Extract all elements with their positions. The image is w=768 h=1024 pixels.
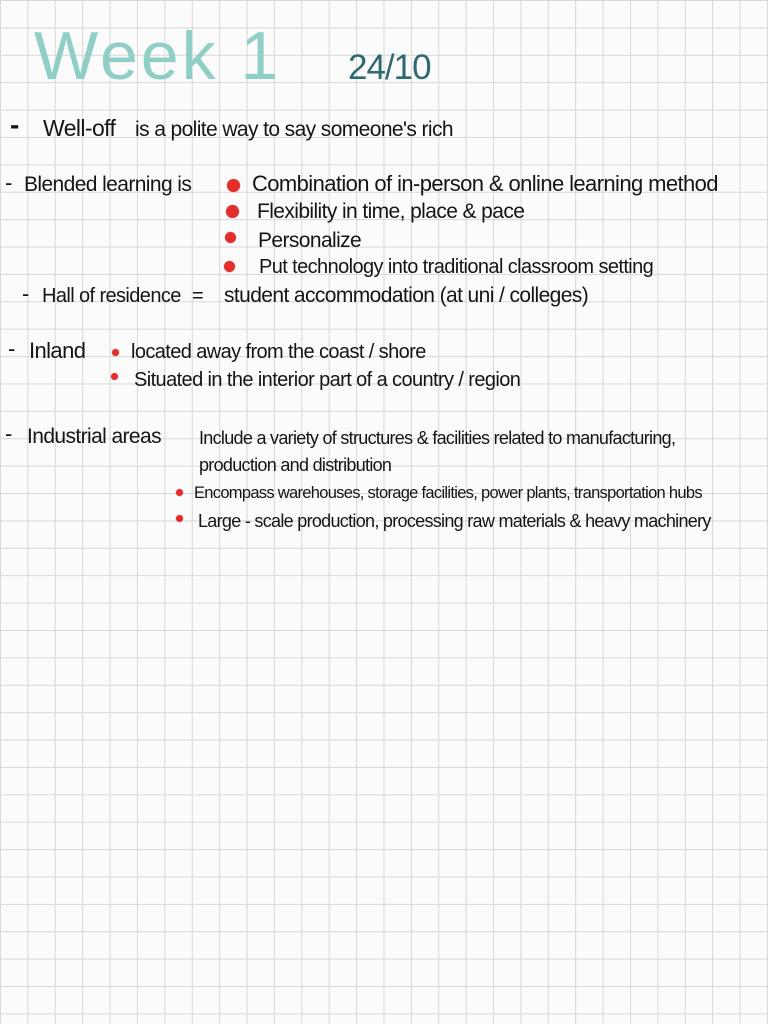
note-dash: - [5,421,12,446]
red-bullet-icon [226,205,239,218]
note-dash: - [5,170,12,195]
red-bullet-icon [225,232,236,243]
term-inland: Inland [29,338,86,363]
red-bullet-icon [176,489,183,496]
term-hall-of-residence: Hall of residence [42,285,181,307]
term-industrial-areas: Industrial areas [27,425,161,448]
red-bullet-icon [111,373,118,380]
blended-learning-point: Personalize [258,229,362,252]
note-dash: - [10,109,19,140]
industrial-areas-point: Encompass warehouses, storage facilities, power plants, transportation hubs [194,484,702,502]
page-title: Week 1 [34,18,282,94]
industrial-areas-description: Include a variety of structures & facilities related to manufacturing, [199,428,676,448]
term-blended-learning: Blended learning is [24,173,192,196]
industrial-areas-point: Large - scale production, processing raw materials & heavy machinery [198,511,711,531]
note-date: 24/10 [348,48,431,87]
blended-learning-point: Put technology into traditional classroom setting [259,256,654,278]
red-bullet-icon [227,179,240,192]
blended-learning-point: Flexibility in time, place & pace [257,200,525,223]
inland-point: located away from the coast / shore [131,341,426,363]
red-bullet-icon [224,261,235,272]
red-bullet-icon [176,515,183,522]
definition-hall-of-residence: student accommodation (at uni / colleges) [224,284,589,307]
note-dash: - [22,281,29,306]
note-dash: - [8,336,15,361]
inland-point: Situated in the interior part of a country / region [134,369,521,391]
term-well-off: Well-off [43,115,116,141]
definition-well-off: is a polite way to say someone's rich [135,118,453,141]
industrial-areas-description: production and distribution [199,455,392,475]
red-bullet-icon [112,349,119,356]
equals-sign: = [192,285,204,307]
blended-learning-point: Combination of in-person & online learning method [252,171,718,196]
